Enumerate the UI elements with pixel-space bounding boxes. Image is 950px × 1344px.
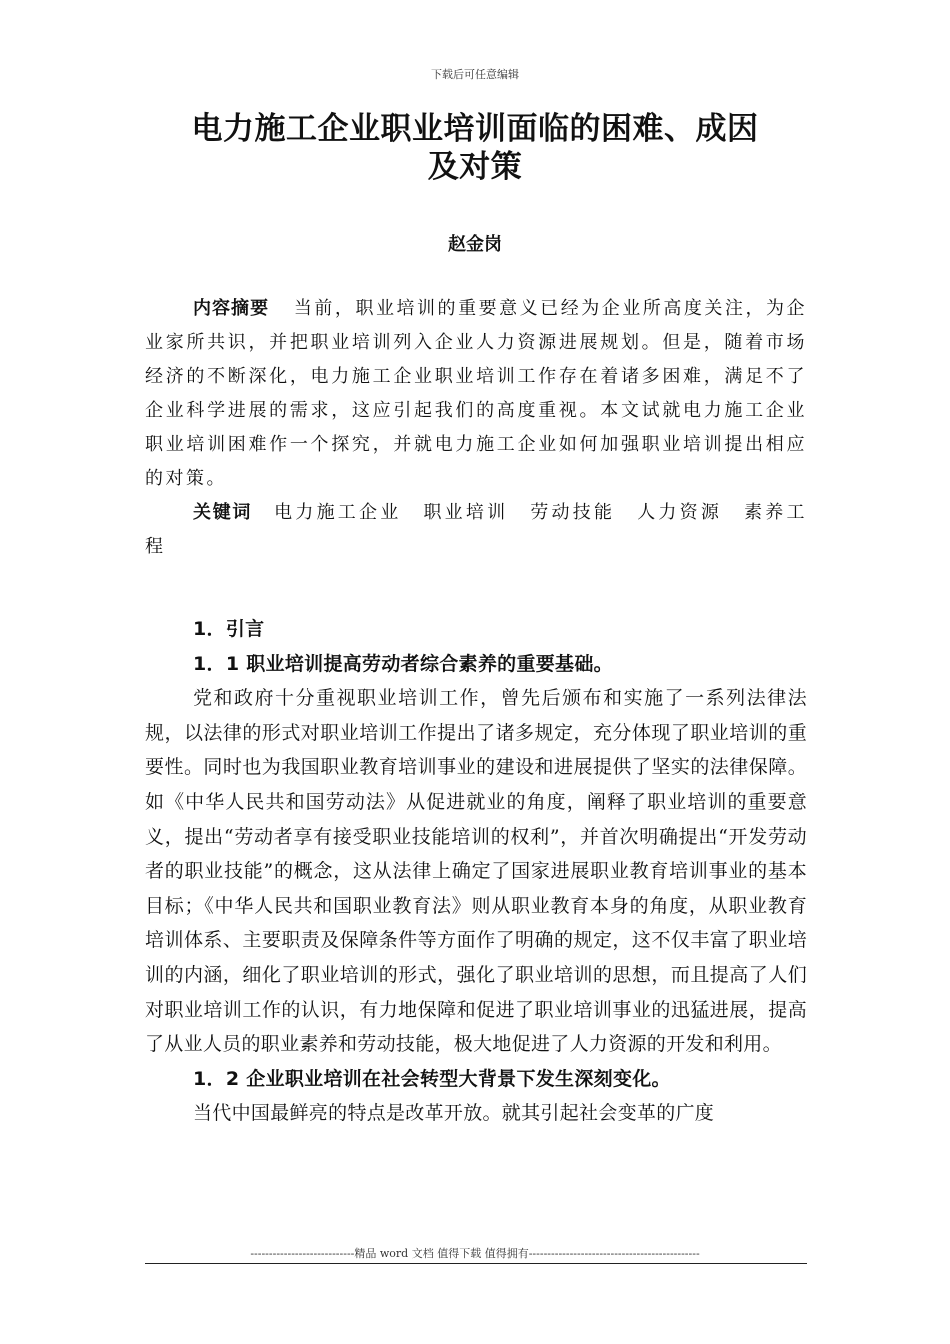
page-title bbox=[140, 110, 810, 186]
title-line-1: 电力施工企业职业培训面临的困难、成因 bbox=[191, 111, 759, 147]
title-line-2: 及对策 bbox=[427, 149, 523, 185]
abstract-paragraph bbox=[145, 292, 807, 496]
subsection-heading: 1．1 职业培训提高劳动者综合素养的重要基础。 bbox=[193, 652, 613, 675]
keywords-label: 关键词 bbox=[193, 502, 253, 523]
abstract-block bbox=[145, 292, 807, 564]
body-paragraph: 党和政府十分重视职业培训工作，曾先后颁布和实施了一系列法律法规，以法律的形式对职业培训工作提出了诸多规定，充分体现了职业培训的重要性。同时也为我国职业教育培训事业的建设和进展提供了坚实的法律保障。如《中华人民共和国劳动法》从促进就业的角度，阐释了职业培训的重要意义，提出“劳动者享有接受职业技能培训的权利”，并首次明确提出“开发劳动者的职业技能”的概念，这从法律上确定了国家进展职业教育培训事业的基本目标；《中华人民共和国职业教育法》则从职业教育本身的角度，从职业教育培训体系、主要职责及保障条件等方面作了明确的规定，这不仅丰富了职业培训的内涵，细化了职业培训的形式，强化了职业培训的思想，而且提高了人们对职业培训工作的认识，有力地保障和促进了职业培训事业的迅猛进展，提高了从业人员的职业素养和劳动技能，极大地促进了人力资源的开发和利用。 bbox=[145, 687, 807, 1056]
keyword-item: 电力施工企业 bbox=[274, 502, 402, 523]
keyword-item: 人力资源 bbox=[637, 502, 723, 523]
body-text bbox=[145, 612, 807, 1131]
keyword-item: 职业培训 bbox=[423, 502, 509, 523]
footer-text: ----------------------------精品 word 文档 值得下载 值得拥有---------------------------------------------- bbox=[250, 1247, 700, 1260]
section-heading: 1．引言 bbox=[193, 618, 265, 640]
body-paragraph: 当代中国最鲜亮的特点是改革开放。就其引起社会变革的广度 bbox=[193, 1102, 715, 1125]
subsection-heading: 1．2 企业职业培训在社会转型大背景下发生深刻变化。 bbox=[193, 1067, 671, 1090]
keyword-item: 劳动技能 bbox=[530, 502, 616, 523]
author-name: 赵金岗 bbox=[448, 234, 502, 255]
keyword-item: 素养工程 bbox=[145, 502, 808, 557]
abstract-text: 当前，职业培训的重要意义已经为企业所高度关注，为企业家所共识，并把职业培训列入企业人力资源进展规划。但是，随着市场经济的不断深化，电力施工企业职业培训工作存在着诸多困难，满足不了企业科学进展的需求，这应引起我们的高度重视。本文试就电力施工企业职业培训困难作一个探究，并就电力施工企业如何加强职业培训提出相应的对策。 bbox=[145, 298, 807, 489]
abstract-label: 内容摘要 bbox=[193, 298, 270, 319]
header-note: 下载后可任意编辑 bbox=[431, 68, 519, 81]
footer-divider bbox=[145, 1263, 807, 1264]
keywords-paragraph bbox=[145, 496, 807, 564]
